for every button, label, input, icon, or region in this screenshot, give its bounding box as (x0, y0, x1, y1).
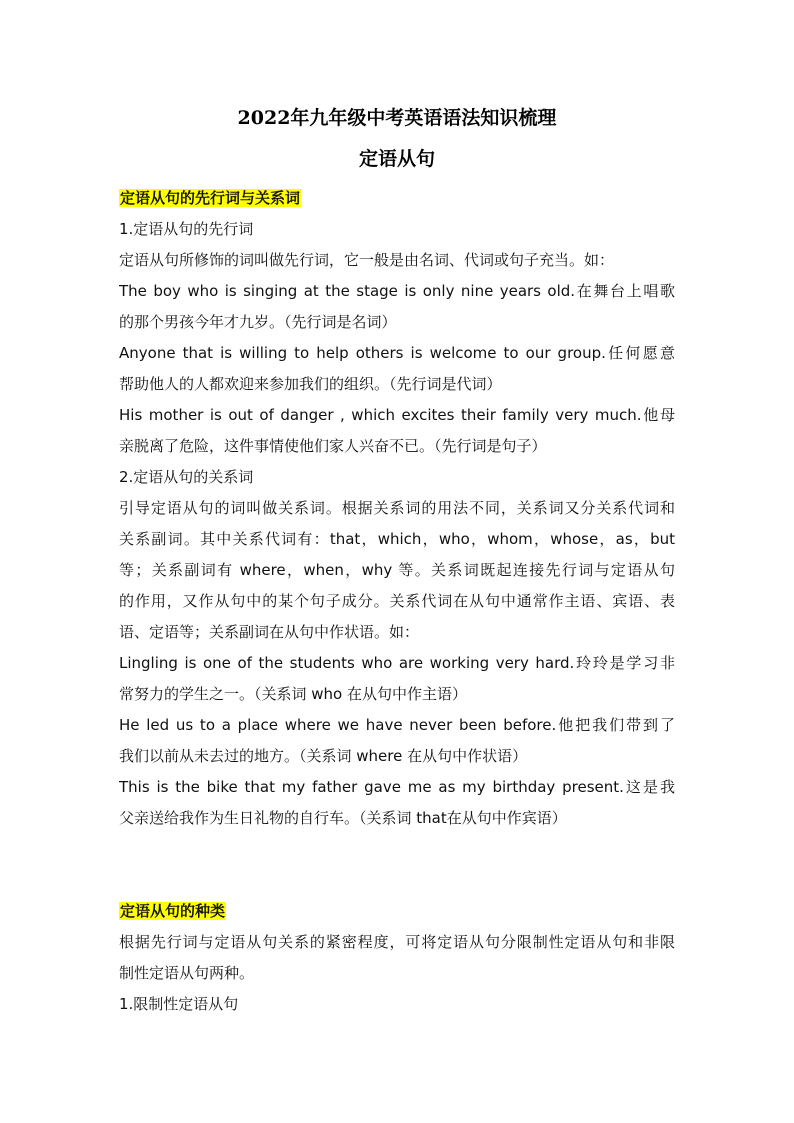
example-translation-line: 我们以前从未去过的地方。（关系词 where 在从句中作状语） (119, 747, 528, 765)
example-translation-line: 常努力的学生之一。（关系词 who 在从句中作主语） (119, 685, 467, 703)
section-spacer (119, 834, 675, 896)
section-heading (119, 896, 675, 927)
highlighted-heading: 定语从句的种类 (120, 902, 226, 920)
paragraph-line: 的作用，又作从句中的某个句子成分。关系代词在从句中通常作主语、宾语、表 (119, 592, 675, 610)
example-line: The boy who is singing at the stage is only nine years old.在舞台上唱歌 (119, 282, 675, 300)
highlighted-heading: 定语从句的先行词与关系词 (120, 189, 301, 207)
paragraph-line: 等；关系副词有 where，when，why 等。关系词既起连接先行词与定语从句 (119, 561, 675, 579)
paragraph-line: 关系副词。其中关系代词有：that，which，who，whom，whose，as，but (119, 530, 675, 548)
subsection-title: 1.定语从句的先行词 (119, 220, 254, 238)
paragraph-line: 根据先行词与定语从句关系的紧密程度，可将定语从句分限制性定语从句和非限 (119, 933, 675, 951)
paragraph-line: 制性定语从句两种。 (119, 964, 255, 982)
example-line: He led us to a place where we have never been before.他把我们带到了 (119, 716, 675, 734)
document-subtitle: 定语从句 (358, 148, 435, 170)
example-line: His mother is out of danger , which excites their family very much.他母 (119, 406, 675, 424)
paragraph-line: 定语从句所修饰的词叫做先行词，它一般是由名词、代词或句子充当。如： (119, 251, 615, 269)
document-title: 2022年九年级中考英语语法知识梳理 (237, 107, 557, 129)
subsection-title: 2.定语从句的关系词 (119, 468, 254, 486)
example-translation-line: 亲脱离了危险，这件事情使他们家人兴奋不已。（先行词是句子） (119, 437, 547, 455)
example-translation-line: 父亲送给我作为生日礼物的自行车。（关系词 that在从句中作宾语） (119, 809, 567, 827)
example-translation-line: 帮助他人的人都欢迎来参加我们的组织。（先行词是代词） (119, 375, 502, 393)
paragraph-line: 引导定语从句的词叫做关系词。根据关系词的用法不同，关系词又分关系代词和 (119, 499, 675, 517)
paragraph-line: 语、定语等；关系副词在从句中作状语。如： (119, 623, 420, 641)
document-body (119, 183, 675, 1020)
subsection-title: 1.限制性定语从句 (119, 995, 239, 1013)
section-heading (119, 183, 675, 214)
example-line: This is the bike that my father gave me as my birthday present.这是我 (119, 778, 675, 796)
example-translation-line: 的那个男孩今年才九岁。（先行词是名词） (119, 313, 397, 331)
example-line: Lingling is one of the students who are working very hard.玲玲是学习非 (119, 654, 675, 672)
example-line: Anyone that is willing to help others is welcome to our group.任何愿意 (119, 344, 675, 362)
